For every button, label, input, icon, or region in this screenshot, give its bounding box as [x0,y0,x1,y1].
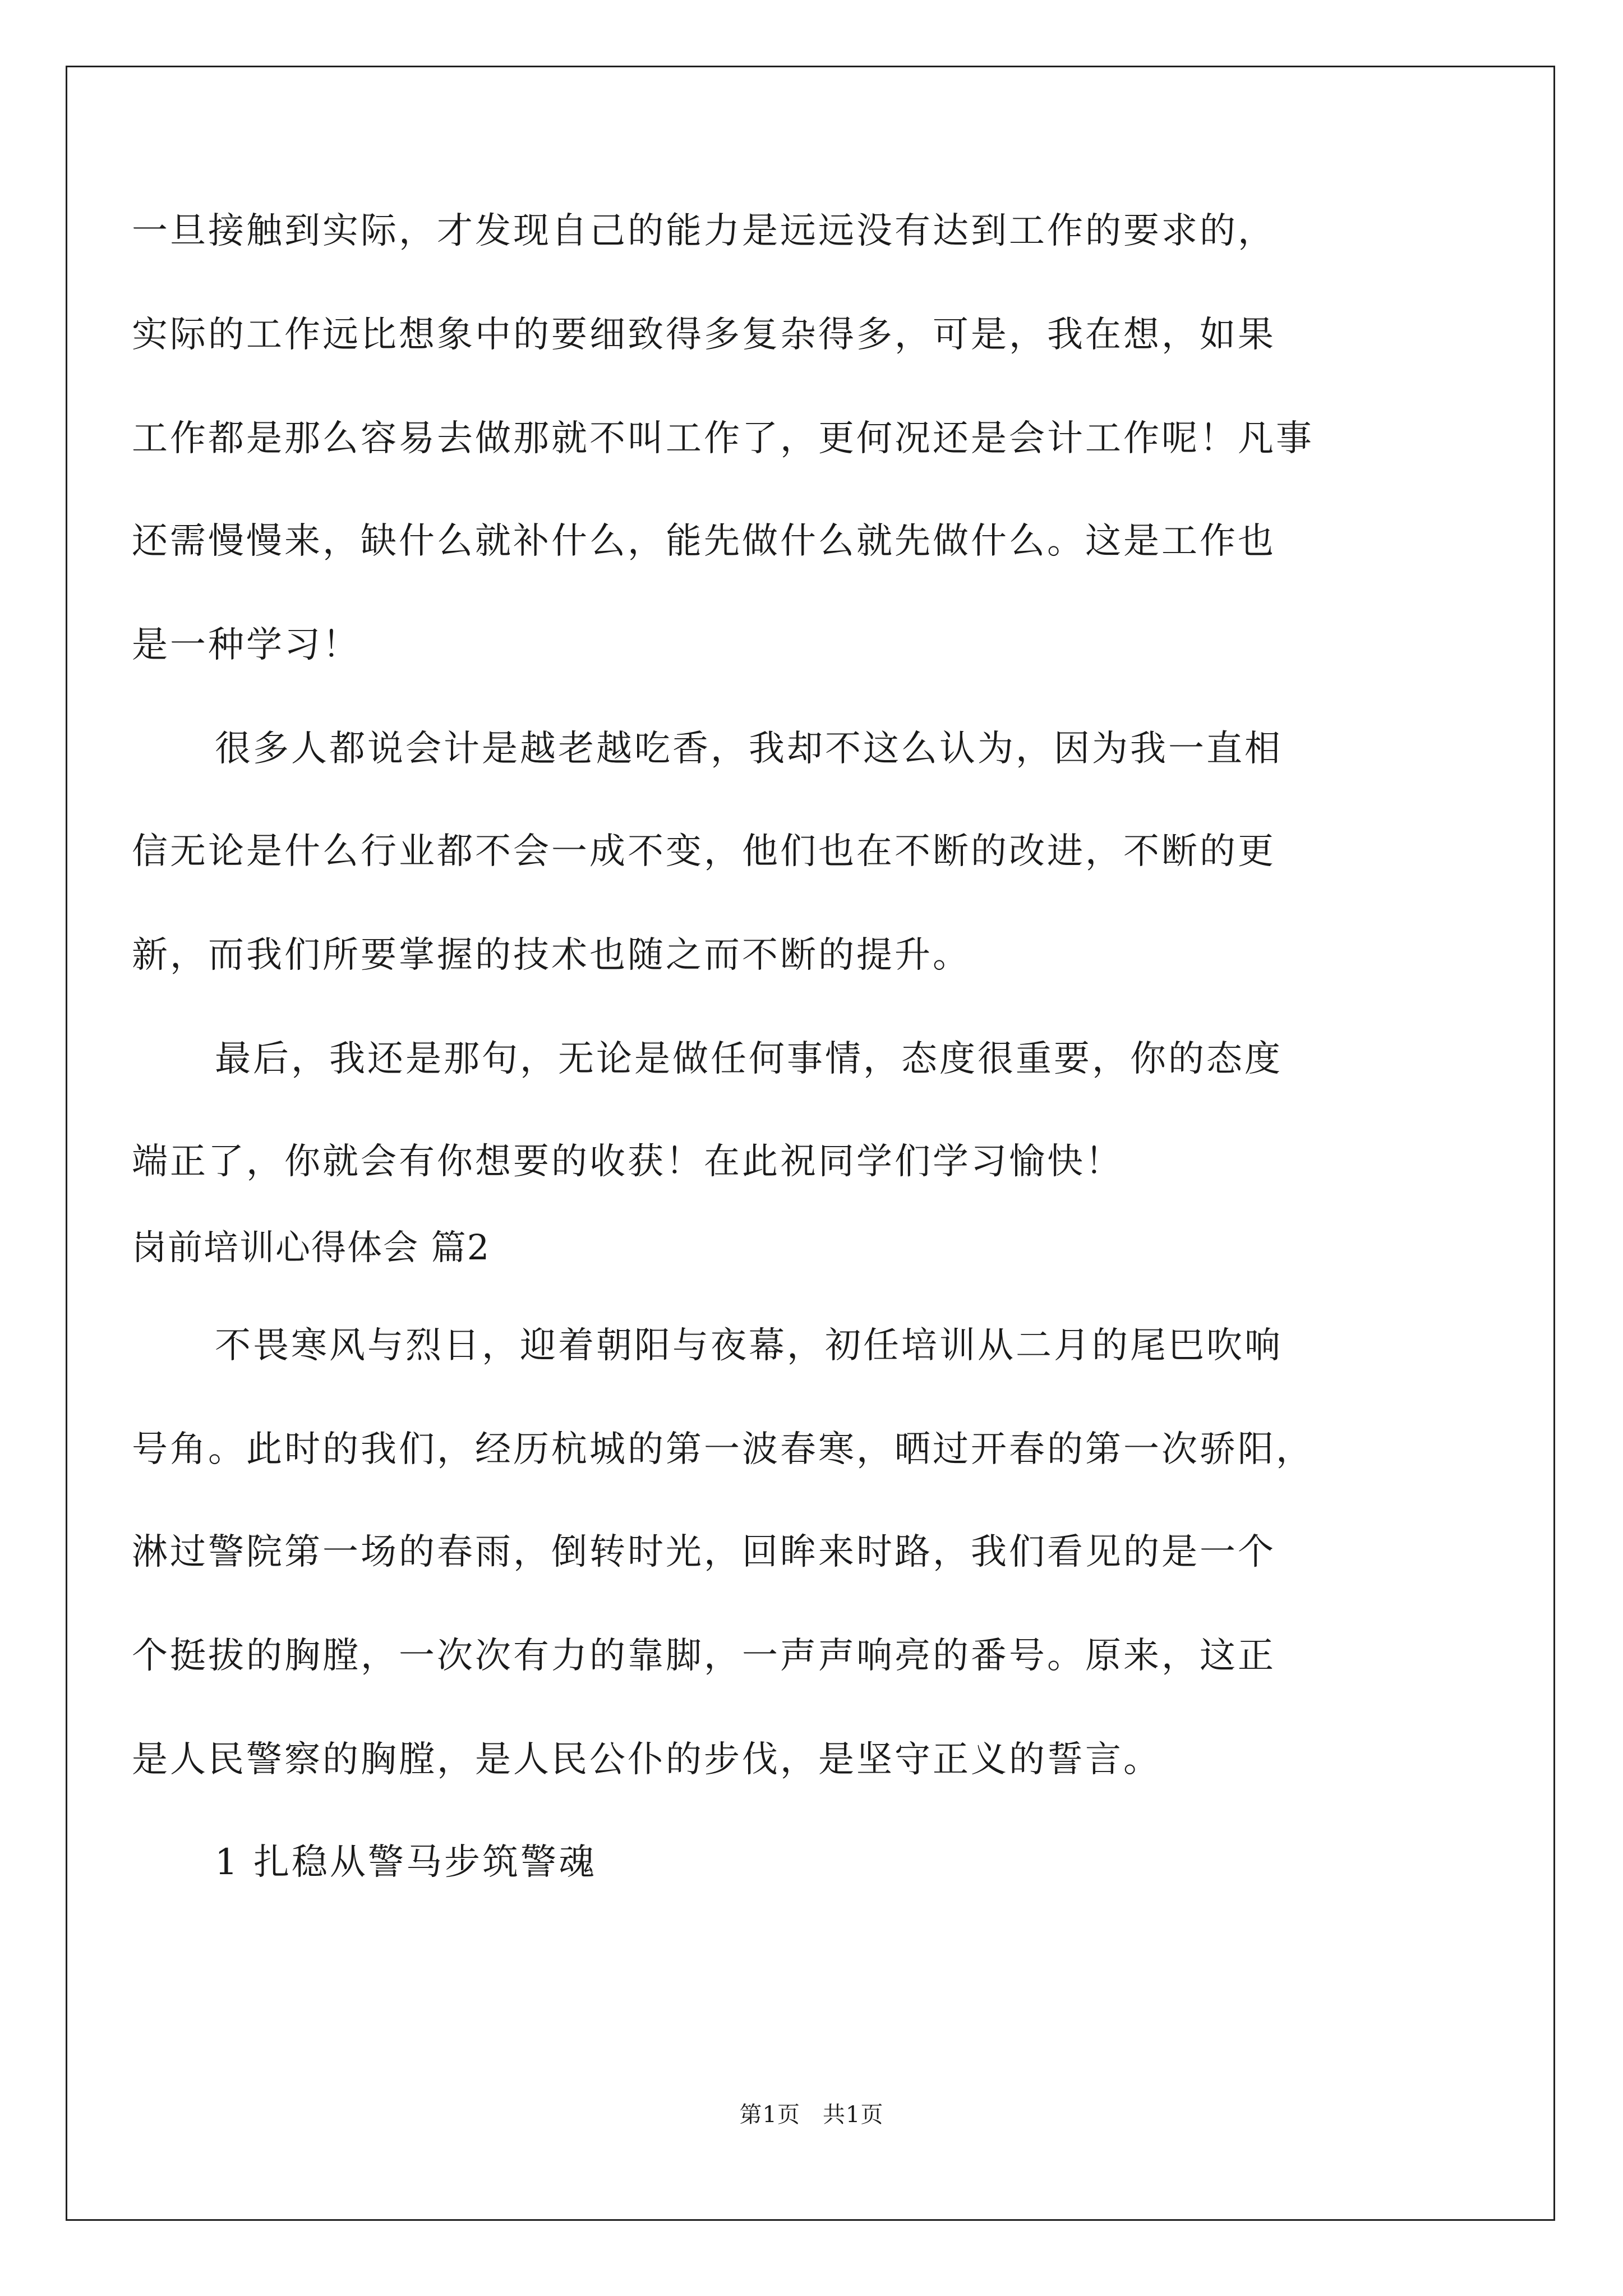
paragraph-line: 号角。此时的我们，经历杭城的第一波春寒，晒过开春的第一次骄阳， [132,1429,1314,1470]
paragraph-line: 不畏寒风与烈日，迎着朝阳与夜幕，初任培训从二月的尾巴吹响 [215,1325,1283,1366]
paragraph-line: 个挺拔的胸膛，一次次有力的靠脚，一声声响亮的番号。原来，这正 [132,1635,1276,1677]
paragraph-line: 一旦接触到实际，才发现自己的能力是远远没有达到工作的要求的， [132,210,1276,252]
page-number: 第1页 [739,2102,800,2128]
paragraph-line: 实际的工作远比想象中的要细致得多复杂得多，可是，我在想，如果 [132,314,1276,356]
page-footer [0,2101,1623,2129]
paragraph-line: 淋过警院第一场的春雨，倒转时光，回眸来时路，我们看见的是一个 [132,1531,1276,1573]
paragraph-line: 最后，我还是那句，无论是做任何事情，态度很重要，你的态度 [215,1038,1283,1080]
paragraph-line: 端正了，你就会有你想要的收获！在此祝同学们学习愉快！ [132,1141,1123,1182]
subsection-heading: 1 扎稳从警马步筑警魂 [215,1842,597,1883]
section-heading: 岗前培训心得体会 篇2 [132,1227,491,1268]
paragraph-line: 工作都是那么容易去做那就不叫工作了，更何况还是会计工作呢！凡事 [132,418,1314,459]
paragraph-line: 是人民警察的胸膛，是人民公仆的步伐，是坚守正义的誓言。 [132,1739,1161,1780]
paragraph-line: 很多人都说会计是越老越吃香，我却不这么认为，因为我一直相 [215,728,1283,770]
paragraph-line: 还需慢慢来，缺什么就补什么，能先做什么就先做什么。这是工作也 [132,521,1276,562]
paragraph-line: 信无论是什么行业都不会一成不变，他们也在不断的改进，不断的更 [132,831,1276,872]
paragraph-line: 是一种学习！ [132,624,361,666]
page-total: 共1页 [823,2102,884,2128]
paragraph-line: 新，而我们所要掌握的技术也随之而不断的提升。 [132,935,971,976]
